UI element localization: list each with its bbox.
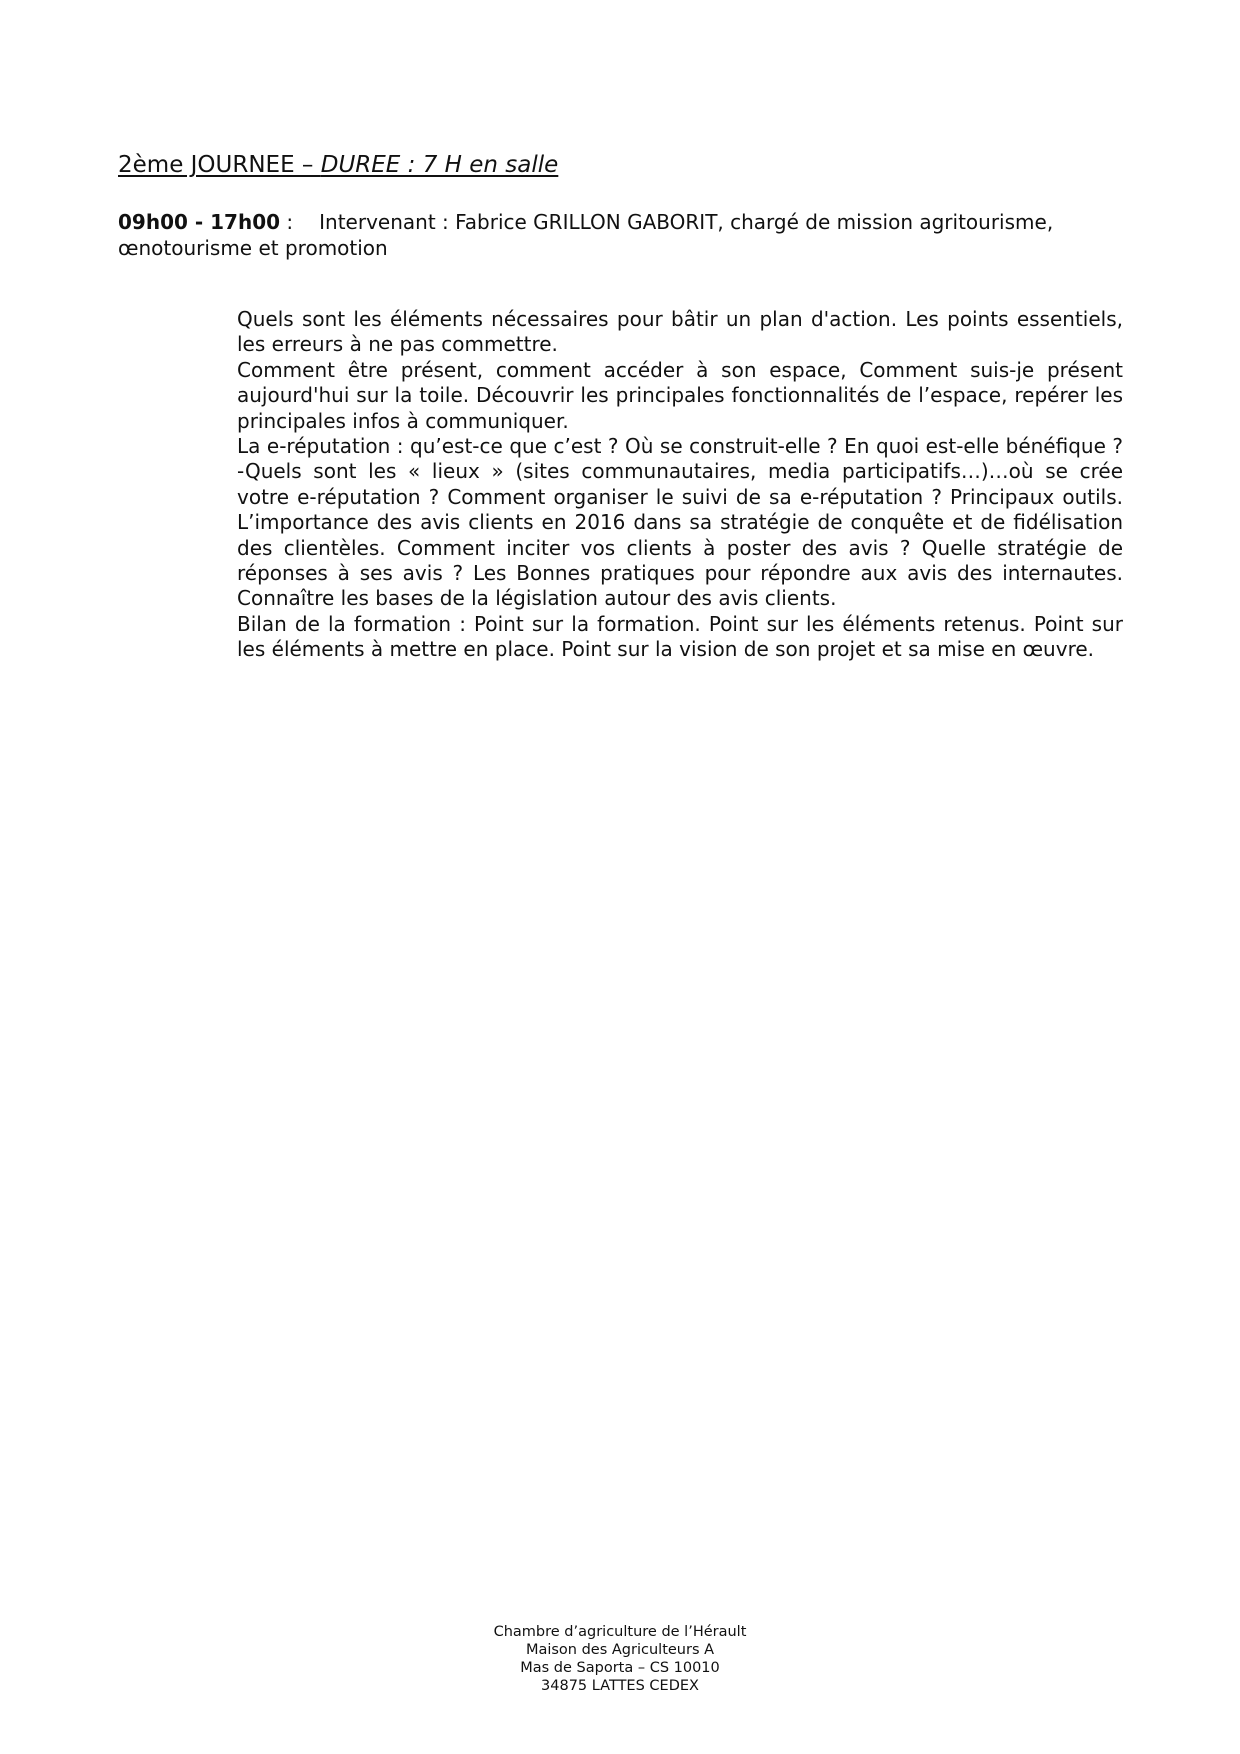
time-separator: :: [280, 210, 294, 234]
paragraph-training-review: Bilan de la formation : Point sur la formation. Point sur les éléments retenus. Point sur les éléments à mettre en place. Point sur la vision de son projet et sa mise en œuvre.: [237, 611, 1123, 662]
footer-city: 34875 LATTES CEDEX: [541, 1678, 699, 1694]
program-content: [237, 307, 1123, 663]
footer-address: [420, 1623, 820, 1695]
time-range: 09h00 - 17h00: [118, 210, 281, 234]
paragraph-action-plan: Quels sont les éléments nécessaires pour bâtir un plan d'action. Les points essentiels, les erreurs à ne pas commettre.: [237, 307, 1123, 357]
paragraph-online-presence: Comment être présent, comment accéder à son espace, Comment suis-je présent aujourd'hui sur la toile. Découvrir les principales fonctionnalités de l’espace, repérer les principales infos à communiquer.: [237, 357, 1123, 433]
day-label: 2ème JOURNEE –: [118, 152, 321, 178]
schedule-line: [118, 209, 1123, 261]
footer-organization: Chambre d’agriculture de l’Hérault: [493, 1624, 747, 1640]
footer-building: Maison des Agriculteurs A: [525, 1642, 715, 1658]
day-heading: [118, 150, 558, 180]
footer-street: Mas de Saporta – CS 10010: [520, 1660, 720, 1676]
duration-label: DUREE : 7 H en salle: [320, 152, 559, 178]
paragraph-e-reputation: La e-réputation : qu’est-ce que c’est ? Où se construit-elle ? En quoi est-elle bénéfique ? -Quels sont les « lieux » (sites communautaires, media participatifs…)…où se crée votre e-réputation ? Comment organiser le suivi de sa e-réputation ? Principaux outils. L’importance des avis clients en 2016 dans sa stratégie de conquête et de fidélisation des clientèles. Comment inciter vos clients à poster des avis ? Quelle stratégie de réponses à ses avis ? Les Bonnes pratiques pour répondre aux avis des internautes. Connaître les bases de la législation autour des avis clients.: [237, 434, 1123, 611]
speaker-info: Intervenant : Fabrice GRILLON GABORIT, chargé de mission agritourisme, œnotourisme et promotion: [118, 210, 1054, 260]
